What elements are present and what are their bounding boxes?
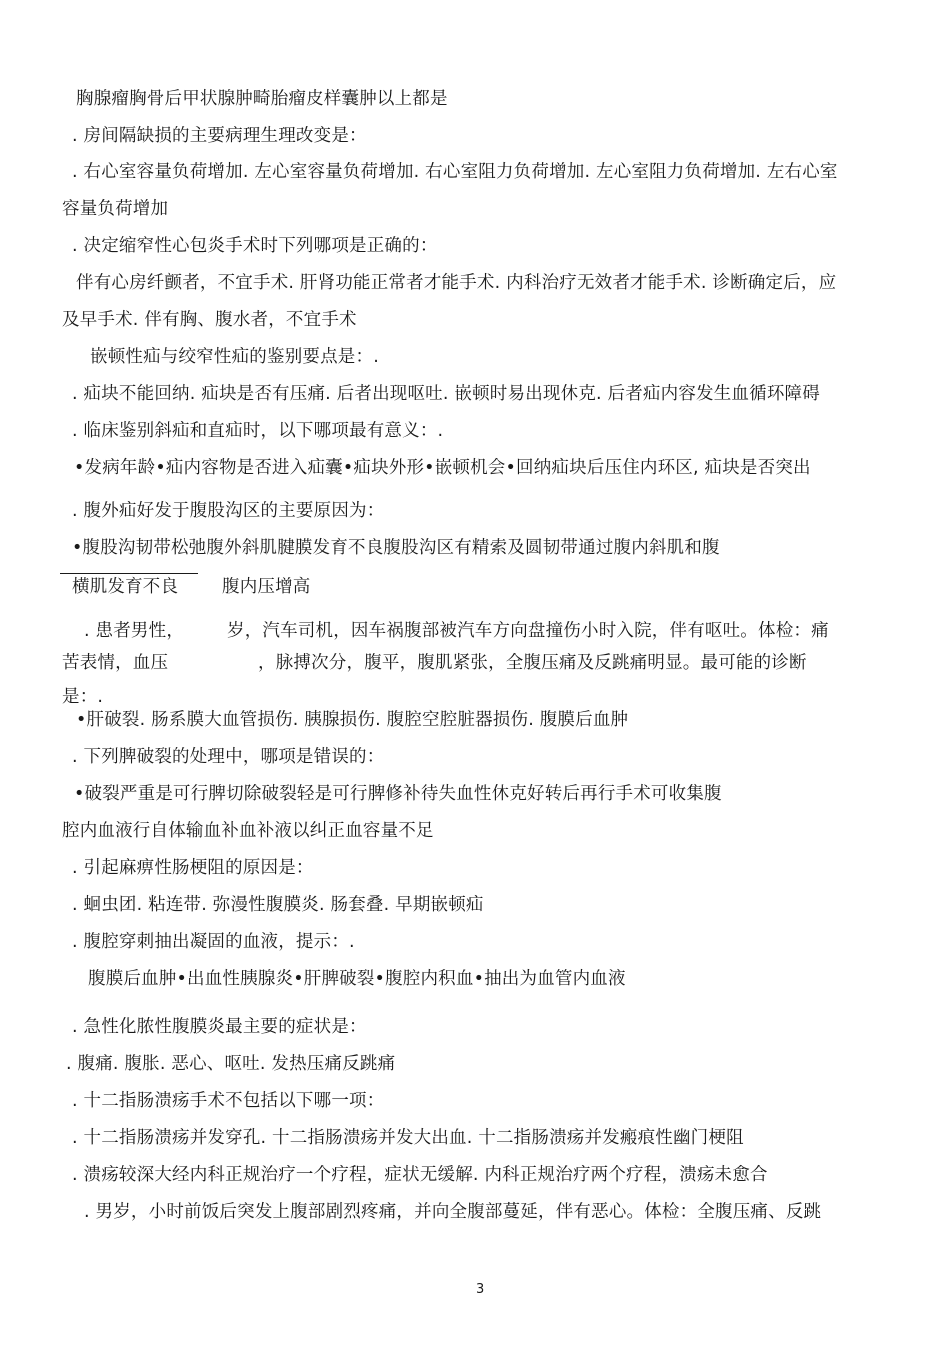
- options-peritonitis: . 腹痛. 腹胀. 恶心、呕吐. 发热压痛反跳痛: [66, 1054, 396, 1074]
- options-atrial-septal-defect: . 右心室容量负荷增加. 左心室容量负荷增加. 右心室阻力负荷增加. 左心室阻力负荷增加. 左右心室: [72, 162, 838, 182]
- question-atrial-septal-defect: . 房间隔缺损的主要病理生理改变是：: [72, 126, 367, 146]
- question-duodenal-ulcer: . 十二指肠溃疡手术不包括以下哪一项：: [72, 1091, 385, 1111]
- options-inguinal-hernia-cont: 横肌发育不良: [72, 577, 179, 597]
- question-incarcerated-hernia: 嵌顿性疝与绞窄性疝的鉴别要点是：.: [90, 347, 379, 367]
- options-abdominal-trauma: •肝破裂. 肠系膜大血管损伤. 胰腺损伤. 腹腔空腔脏器损伤. 腹膜后血肿: [76, 710, 629, 730]
- question-paralytic-ileus: . 引起麻痹性肠梗阻的原因是：: [72, 858, 314, 878]
- case-upper-abdominal-pain: . 男岁，小时前饭后突发上腹部剧烈疼痛，并向全腹部蔓延，伴有恶心。体检：全腹压痛、反跳: [84, 1202, 822, 1222]
- case-patient-history: 岁，汽车司机，因车祸腹部被汽车方向盘撞伤小时入院，伴有呕吐。体检：痛: [227, 621, 829, 641]
- page-number: 3: [476, 1282, 485, 1297]
- case-patient-exam: 苦表情，血压: [62, 653, 169, 673]
- options-incarcerated-hernia: . 疝块不能回纳. 疝块是否有压痛. 后者出现呕吐. 嵌顿时易出现休克. 后者疝内容发生血循环障碍: [72, 384, 820, 404]
- question-constrictive-pericarditis: . 决定缩窄性心包炎手术时下列哪项是正确的：: [72, 236, 438, 256]
- fill-blank-underline: [60, 573, 198, 574]
- question-peritonitis: . 急性化脓性腹膜炎最主要的症状是：: [72, 1017, 367, 1037]
- options-atrial-septal-defect-cont: 容量负荷增加: [62, 199, 169, 219]
- options-duodenal-ulcer: . 十二指肠溃疡并发穿孔. 十二指肠溃疡并发大出血. 十二指肠溃疡并发瘢痕性幽门梗阻: [72, 1128, 744, 1148]
- options-duodenal-ulcer-cont: . 溃疡较深大经内科正规治疗一个疗程，症状无缓解. 内科正规治疗两个疗程，溃疡未愈合: [72, 1165, 768, 1185]
- options-splenic-rupture-cont: 腔内血液行自体输血补血补液以纠正血容量不足: [62, 821, 434, 841]
- question-hernia-differentiation: . 临床鉴别斜疝和直疝时，以下哪项最有意义：.: [72, 421, 444, 441]
- question-abdominal-puncture: . 腹腔穿刺抽出凝固的血液，提示：.: [72, 932, 355, 952]
- options-inguinal-hernia: •腹股沟韧带松弛腹外斜肌腱膜发育不良腹股沟区有精索及圆韧带通过腹内斜肌和腹: [72, 538, 720, 558]
- options-inguinal-hernia-last: 腹内压增高: [222, 577, 311, 597]
- case-patient-question-end: 是：.: [62, 687, 104, 707]
- text-line-1: 胸腺瘤胸骨后甲状腺肿畸胎瘤皮样囊肿以上都是: [76, 89, 448, 109]
- case-patient-exam-cont: ，脉搏次分，腹平，腹肌紧张，全腹压痛及反跳痛明显。最可能的诊断: [258, 653, 807, 673]
- case-patient-intro: . 患者男性，: [84, 621, 185, 641]
- options-splenic-rupture: •破裂严重是可行脾切除破裂轻是可行脾修补待失血性休克好转后再行手术可收集腹: [74, 784, 722, 804]
- question-inguinal-hernia: . 腹外疝好发于腹股沟区的主要原因为：: [72, 501, 385, 521]
- options-hernia-differentiation: •发病年龄•疝内容物是否进入疝囊•疝块外形•嵌顿机会•回纳疝块后压住内环区, 疝块是否突出: [74, 458, 811, 478]
- question-splenic-rupture: . 下列脾破裂的处理中，哪项是错误的：: [72, 747, 385, 767]
- options-abdominal-puncture: 腹膜后血肿•出血性胰腺炎•肝脾破裂•腹腔内积血•抽出为血管内血液: [88, 969, 626, 989]
- options-paralytic-ileus: . 蛔虫团. 粘连带. 弥漫性腹膜炎. 肠套叠. 早期嵌顿疝: [72, 895, 484, 915]
- options-constrictive-pericarditis: 伴有心房纤颤者，不宜手术. 肝肾功能正常者才能手术. 内科治疗无效者才能手术. 诊断确定后，应: [76, 273, 837, 293]
- options-constrictive-pericarditis-cont: 及早手术. 伴有胸、腹水者，不宜手术: [62, 310, 357, 330]
